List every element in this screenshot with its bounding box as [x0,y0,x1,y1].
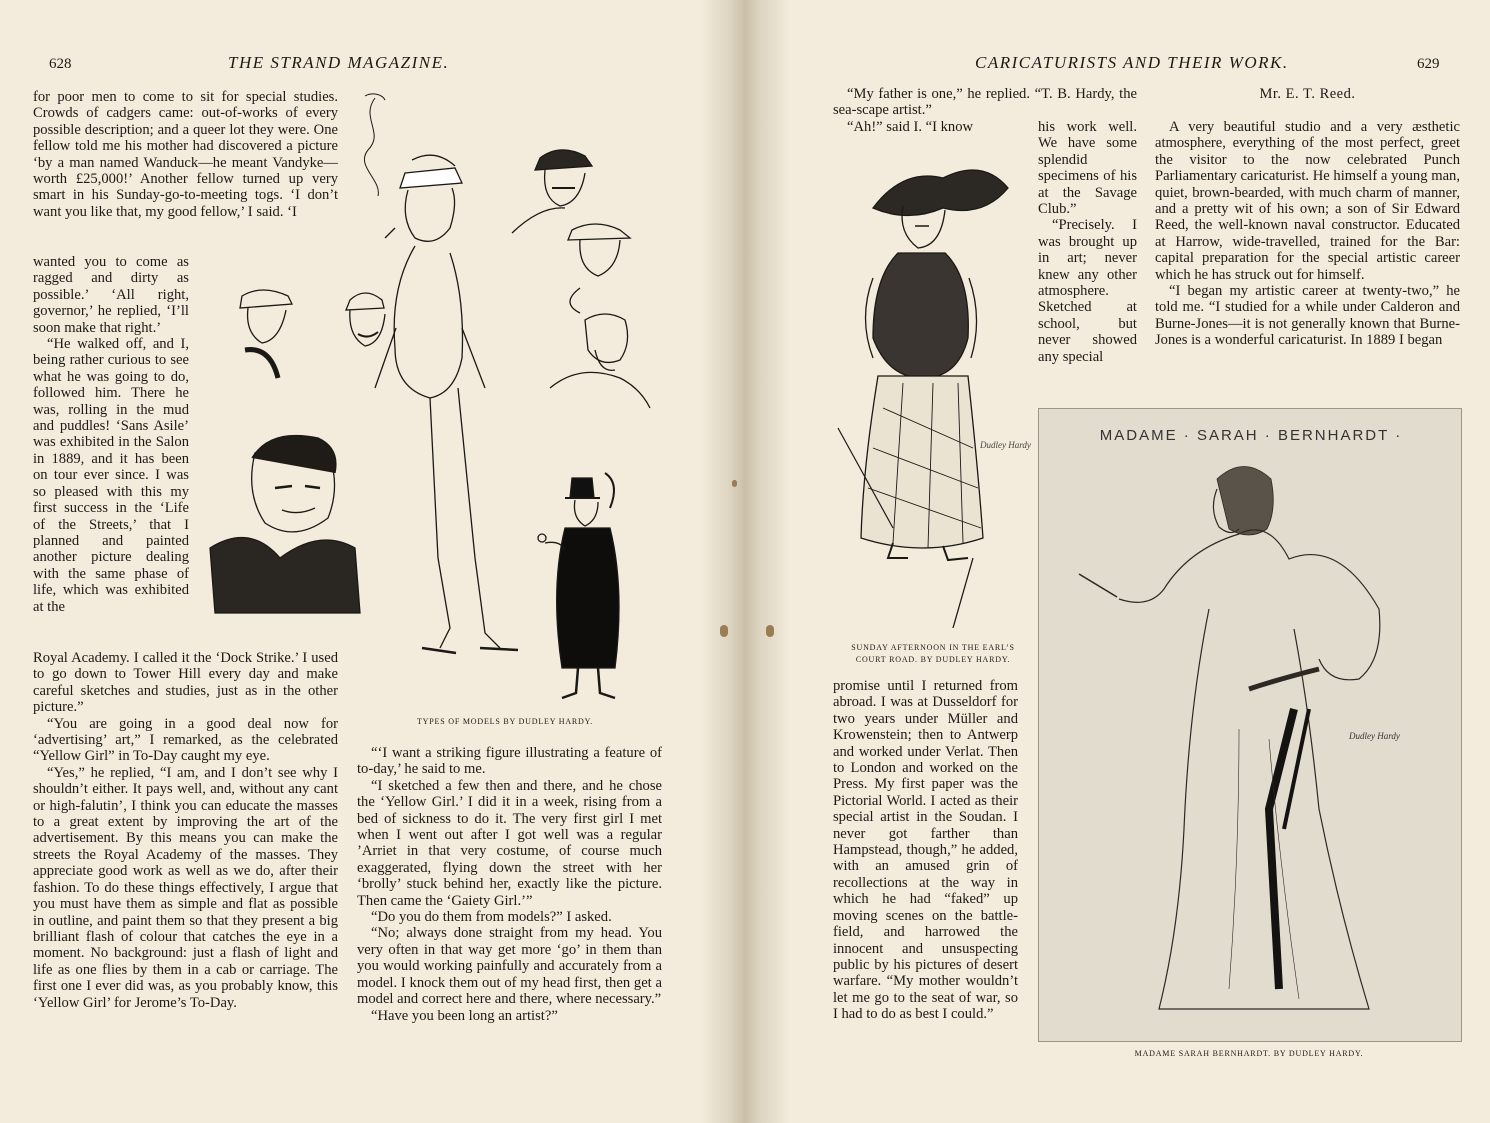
types-of-models-illustration [200,88,660,708]
book-gutter [700,0,790,1123]
bernhardt-caption: MADAME SARAH BERNHARDT. BY DUDLEY HARDY. [1134,1049,1364,1058]
paragraph: wanted you to come as ragged and dirty as possible.’ ‘All right, governor,’ he replied, ‘I’ll soon make that right.’ [33,254,189,336]
section-heading: Mr. E. T. Reed. [1259,86,1356,102]
paragraph: promise until I returned from abroad. I was at Dusseldorf for two years under Müller and Krowenstein; then to Antwerp and worked under Verlat. Then to London and worked on the Press. My first paper was the Pictorial World. I acted as their special artist in the Soudan. I never got farther than Hampstead, though,” he added, with an amused grin of recollections at the way in which he had “faked” up moving scenes on the battle-field, and harrowed the innocent and unsuspecting public by his pictures of desert warfare. “My mother wouldn’t let me go to the seat of war, so I had to do as best I could.” [833,678,1018,1023]
paragraph: “No; always done straight from my head. You very often in that way get more ‘go’ in them than you would working painfully and accurately from a model. I knock them out of my head first, then get a model and correct here and there, where necessary.” [357,925,662,1008]
paragraph: “You are going in a good deal now for ‘advertising’ art,” I remarked, as the celebrated “Yellow Girl” in To-Day caught my eye. [33,715,338,765]
paragraph: his work well. We have some splendid specimens of his at the Savage Club.” [1038,119,1137,218]
paragraph: Royal Academy. I called it the ‘Dock Strike.’ I used to go down to Tower Hill every day and make careful sketches and studies, just as in the other picture.” [33,650,338,716]
bernhardt-title: MADAME · SARAH · BERNHARDT · [1099,427,1403,444]
binding-pin [766,625,774,637]
bernhardt-illustration [1038,408,1462,1042]
paragraph: “Ah!” said I. “I know [847,118,974,135]
signature-sunday: Dudley Hardy [980,440,1031,450]
paragraph: A very beautiful studio and a very æsthetic atmosphere, everything of the most perfect, greet the visitor to the now celebrated Punch Parliamentary caricaturist. He himself a young man, quiet, brown-bearded, with much charm of manner, and a pretty wit of his own; a son of Sir Edward Reed, the well-known naval constructor. Educated at Harrow, wide-travelled, trained for the Bar: capital preparation for the special artistic career which he has struck out for himself. [1155,119,1460,283]
paragraph: “Yes,” he replied, “I am, and I don’t see why I shouldn’t either. It pays well, and, without any cant or high-falutin’, I think you can educate the masses to a great extent by improving the art of the advertisement. By this means you can make the streets the Royal Academy of the masses. They appreciate good work as well as we do, after their fashion. To do these things effectively, I argue that you must have them as simple and flat as possible in outline, and paint them so that they present a big brilliant flash of colour that catches the eye in a moment. No background: just a flash of light and life as one flies by them in a cab or carriage. The first one I ever did was, as you probably know, this ‘Yellow Girl’ for Jerome’s To-Day. [33,764,338,1011]
binding-pin [720,625,728,637]
left-col1-narrow [33,254,189,615]
paragraph: “‘I want a striking figure illustrating a feature of to-day,’ he said to me. [357,745,662,778]
right-col2 [1155,119,1460,349]
paragraph: “Do you do them from models?” I asked. [371,909,612,926]
sunday-afternoon-illustration [833,148,1033,628]
illustration-caption: TYPES OF MODELS BY DUDLEY HARDY. [417,717,593,726]
binding-pin [732,480,737,487]
running-head: CARICATURISTS AND THEIR WORK. [975,53,1289,72]
right-col1-narrow [1038,119,1137,365]
signature-bernhardt: Dudley Hardy [1349,731,1400,741]
right-page [745,0,1490,1123]
page-number: 628 [49,56,72,72]
paragraph: “I sketched a few then and there, and he chose the ‘Yellow Girl.’ I did it in a week, rising from a bed of sickness to do it. The very first girl I met when I went out after I got well was a regular ’Arriet in that very costume, of course much exaggerated, flying down the street with her ‘brolly’ stuck behind her, exactly like the picture. Then came the ‘Gaiety Girl.’” [357,777,662,909]
paragraph: “Have you been long an artist?” [371,1007,558,1024]
paragraph: “Precisely. I was brought up in art; never knew any other atmosphere. Sketched at school, but never showed any special [1038,217,1137,365]
paragraph: “He walked off, and I, being rather curious to see what he was going to do, followed him. There he was, rolling in the mud and puddles! ‘Sans Asile’ was exhibited in the Salon in 1889, and it has been on tour ever since. I was so pleased with this my first success in the ‘Life of the Streets,’ that I planned and painted another picture dealing with the same phase of life, which was exhibited at the [33,336,189,615]
right-col1-bottom [833,678,1018,1023]
running-head: THE STRAND MAGAZINE. [228,53,450,72]
page-number: 629 [1417,56,1440,72]
paragraph: for poor men to come to sit for special studies. Crowds of cadgers came: out-of-works of every possible description; and a queer lot they were. One fellow told me his mother had discovered a picture ‘by a man named Wanduck—he meant Vandyke—worth £25,000!’ Another fellow turned up very smart in his Sunday-go-to-meeting togs. ‘I don’t want you like that, my good fellow,’ I said. ‘I [33,89,338,220]
paragraph: “My father is one,” he replied. “T. B. Hardy, the sea-scape artist.” [833,86,1137,119]
sunday-caption-line1: SUNDAY AFTERNOON IN THE EARL’S [851,643,1015,652]
left-col2 [357,745,662,1024]
paragraph: “I began my artistic career at twenty-two,” he told me. “I studied for a while under Calderon and Burne-Jones—it is not generally known that Burne-Jones is a wonderful caricaturist. In 1889 I began [1155,283,1460,349]
sunday-caption-line2: COURT ROAD. BY DUDLEY HARDY. [855,655,1011,664]
